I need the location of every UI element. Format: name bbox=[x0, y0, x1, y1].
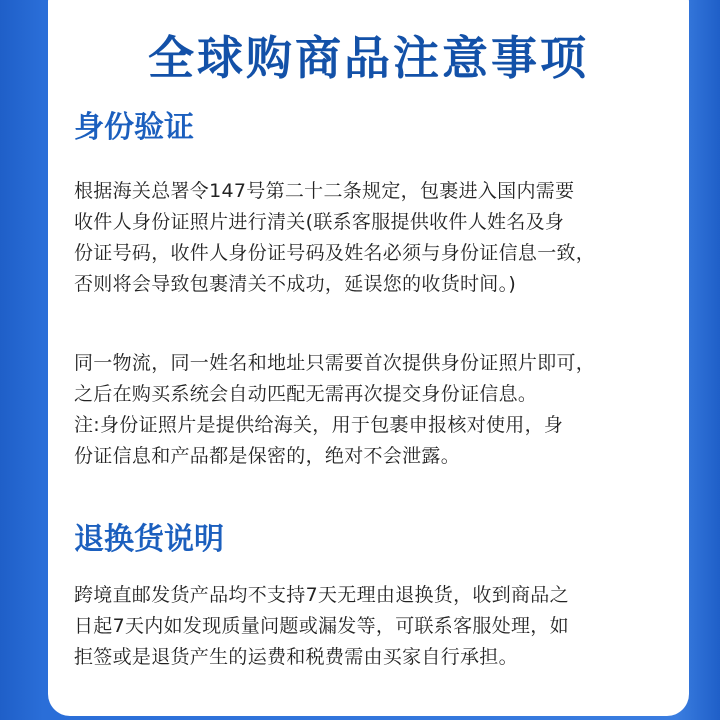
text-line: 份证信息和产品都是保密的，绝对不会泄露。 bbox=[74, 445, 461, 467]
text-line: 注:身份证照片是提供给海关，用于包裹申报核对使用，身 bbox=[74, 414, 564, 436]
page-title: 全球购商品注意事项 bbox=[148, 31, 589, 85]
section-heading-identity: 身份验证 bbox=[74, 110, 194, 145]
text-line: 之后在购买系统会自动匹配无需再次提交身份证信息。 bbox=[74, 383, 538, 405]
text-line: 份证号码，收件人身份证号码及姓名必须与身份证信息一致， bbox=[74, 242, 596, 264]
text-line: 拒签或是退货产生的运费和税费需由买家自行承担。 bbox=[74, 646, 518, 668]
text-line: 同一物流，同一姓名和地址只需要首次提供身份证照片即可， bbox=[74, 352, 596, 374]
text-line: 否则将会导致包裹清关不成功，延误您的收货时间。) bbox=[74, 273, 517, 295]
section-heading-returns: 退换货说明 bbox=[74, 522, 224, 557]
identity-paragraph-1 bbox=[74, 176, 674, 300]
notice-card bbox=[48, 0, 689, 716]
returns-paragraph bbox=[74, 580, 674, 673]
text-line: 根据海关总署令147号第二十二条规定，包裹进入国内需要 bbox=[74, 180, 575, 202]
identity-paragraph-2 bbox=[74, 348, 674, 472]
text-line: 日起7天内如发现质量问题或漏发等，可联系客服处理，如 bbox=[74, 615, 569, 637]
text-line: 收件人身份证照片进行清关(联系客服提供收件人姓名及身 bbox=[74, 211, 565, 233]
text-line: 跨境直邮发货产品均不支持7天无理由退换货，收到商品之 bbox=[74, 584, 569, 606]
